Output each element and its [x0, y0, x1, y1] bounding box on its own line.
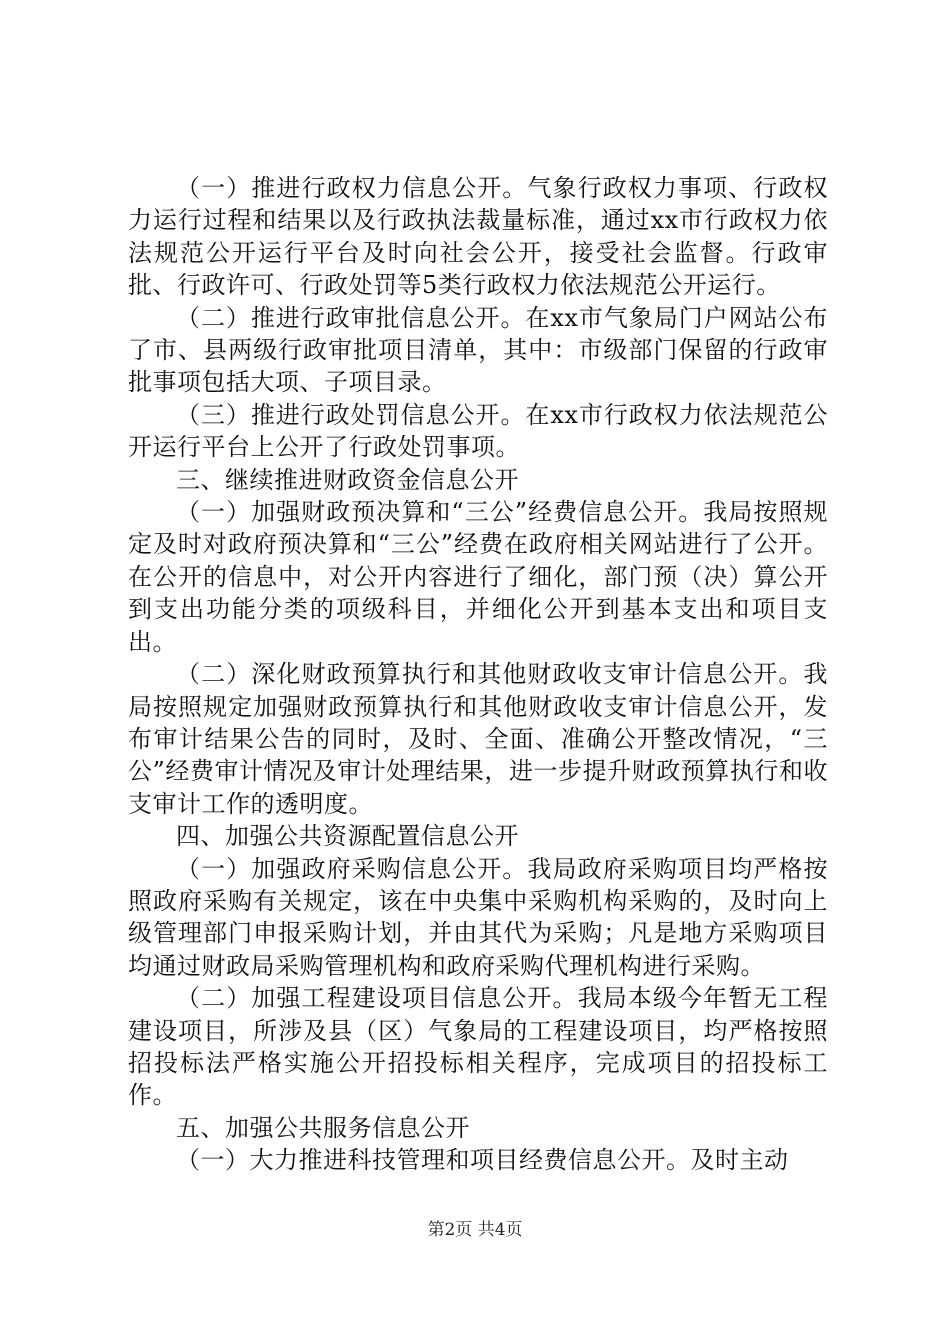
section-heading-4: 四、加强公共资源配置信息公开 [176, 822, 519, 851]
document-body [128, 172, 828, 1177]
paragraph-4: （一）加强财政预决算和“三公”经费信息公开。我局按照规定及时对政府预决算和“三公”经费在政府相关网站进行了公开。在公开的信息中，对公开内容进行了细化，部门预（决）算公开到支出功能分类的项级科目，并细化公开到基本支出和项目支出。 [128, 498, 828, 656]
paragraph-3: （三）推进行政处罚信息公开。在xx市行政权力依法规范公开运行平台上公开了行政处罚事项。 [128, 400, 828, 462]
paragraph-7: （二）加强工程建设项目信息公开。我局本级今年暂无工程建设项目，所涉及县（区）气象局的工程建设项目，均严格按照招投标法严格实施公开招投标相关程序，完成项目的招投标工作。 [128, 984, 828, 1110]
paragraph-6: （一）加强政府采购信息公开。我局政府采购项目均严格按照政府采购有关规定，该在中央集中采购机构采购的，及时向上级管理部门申报采购计划，并由其代为采购；凡是地方采购项目均通过财政局采购管理机构和政府采购代理机构进行采购。 [128, 854, 828, 980]
page-footer [0, 1215, 950, 1240]
section-heading-5: 五、加强公共服务信息公开 [176, 1113, 470, 1142]
paragraph-1: （一）推进行政权力信息公开。气象行政权力事项、行政权力运行过程和结果以及行政执法裁量标准，通过xx市行政权力依法规范公开运行平台及时向社会公开，接受社会监督。行政审批、行政许可、行政处罚等5类行政权力依法规范公开运行。 [128, 174, 828, 300]
paragraph-2: （二）推进行政审批信息公开。在xx市气象局门户网站公布了市、县两级行政审批项目清单，其中：市级部门保留的行政审批事项包括大项、子项目录。 [128, 303, 828, 397]
paragraph-5: （二）深化财政预算执行和其他财政收支审计信息公开。我局按照规定加强财政预算执行和其他财政收支审计信息公开，发布审计结果公告的同时，及时、全面、准确公开整改情况，“三公”经费审计情况及审计处理结果，进一步提升财政预算执行和收支审计工作的透明度。 [128, 660, 828, 818]
paragraph-8: （一）大力推进科技管理和项目经费信息公开。及时主动 [176, 1146, 789, 1175]
page-number-label: 第2页 共4页 [427, 1220, 523, 1240]
section-heading-3: 三、继续推进财政资金信息公开 [176, 465, 519, 494]
